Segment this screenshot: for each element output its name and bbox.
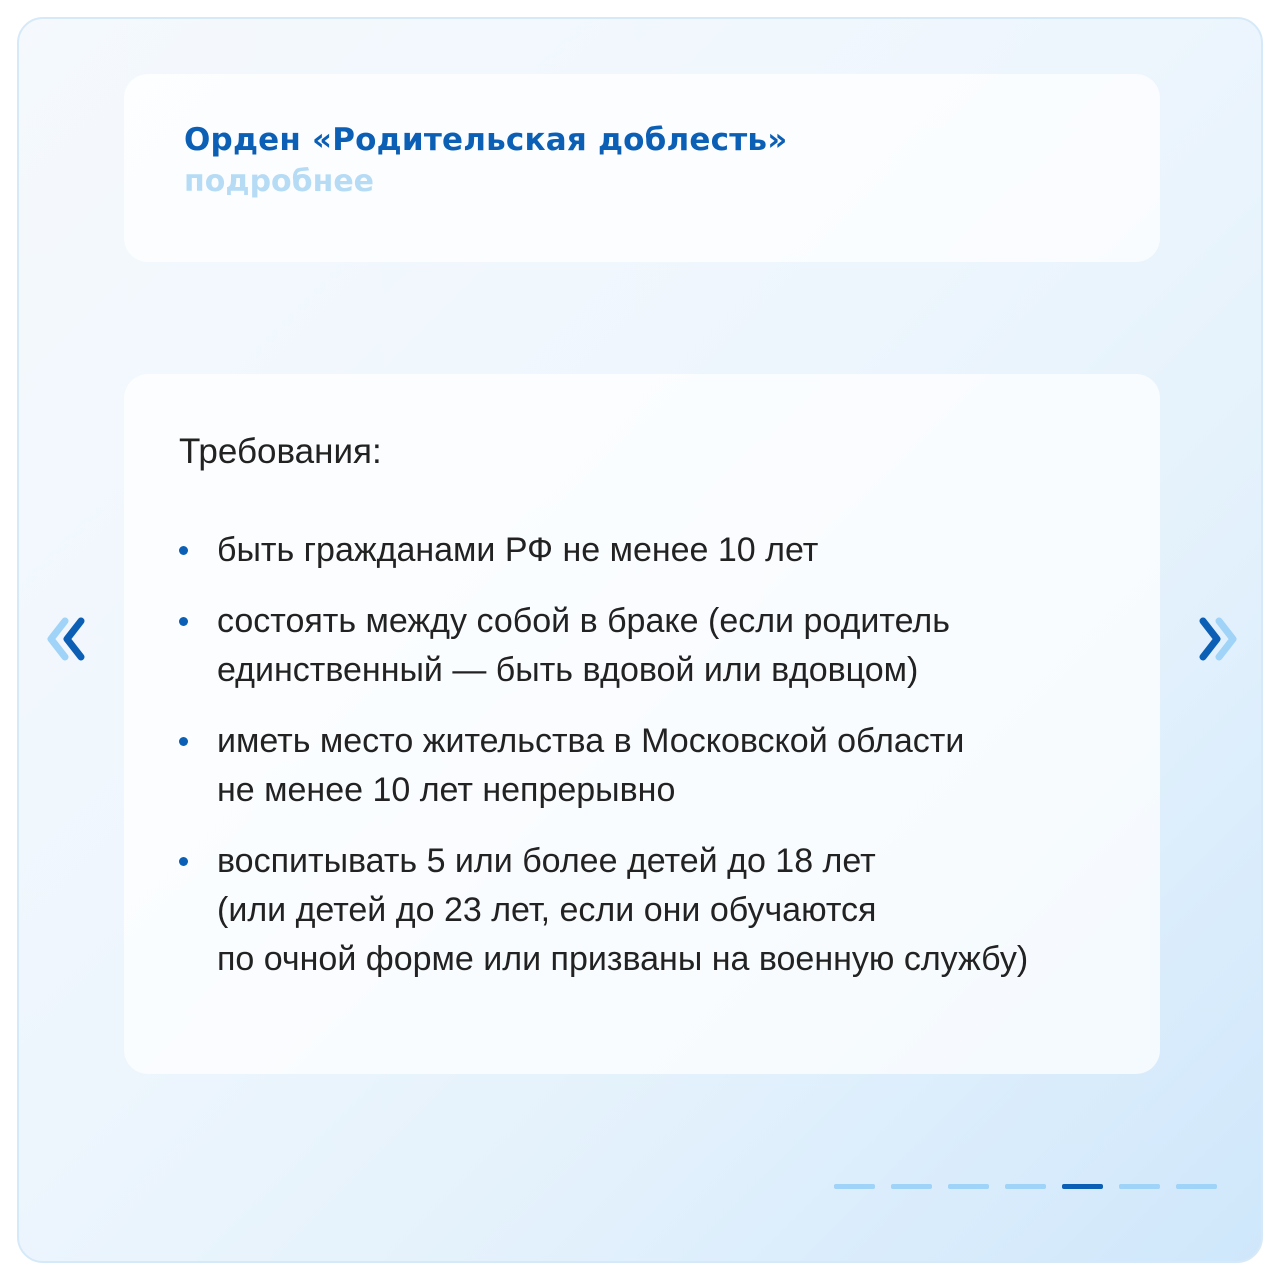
bullet-icon (179, 737, 188, 746)
header-card (124, 74, 1160, 262)
pager-dot-active[interactable] (1062, 1184, 1103, 1189)
requirements-card (124, 374, 1160, 1074)
next-slide-button[interactable] (1187, 609, 1247, 669)
slide-frame (17, 17, 1263, 1263)
pager-dot[interactable] (891, 1184, 932, 1189)
list-item-text: состоять между собой в браке (если родитель (217, 602, 950, 640)
list-item (179, 717, 1139, 815)
list-item-text: по очной форме или призваны на военную службу) (217, 940, 1029, 978)
list-item (179, 597, 1139, 695)
pager-dot[interactable] (948, 1184, 989, 1189)
requirements-heading: Требования: (179, 432, 382, 471)
pager-dot[interactable] (1005, 1184, 1046, 1189)
list-item (179, 526, 1139, 575)
bullet-icon (179, 617, 188, 626)
pager-dot[interactable] (1176, 1184, 1217, 1189)
double-chevron-right-icon (1187, 609, 1247, 669)
slide-pager (834, 1184, 1217, 1190)
prev-slide-button[interactable] (37, 609, 97, 669)
list-item-text: воспитывать 5 или более детей до 18 лет (217, 842, 876, 880)
bullet-icon (179, 546, 188, 555)
list-item-text: иметь место жительства в Московской области (217, 722, 965, 760)
list-item-text: не менее 10 лет непрерывно (217, 771, 676, 809)
bullet-icon (179, 857, 188, 866)
list-item-text: (или детей до 23 лет, если они обучаются (217, 891, 877, 929)
list-item-text: единственный — быть вдовой или вдовцом) (217, 651, 919, 689)
requirements-list (179, 526, 1139, 1006)
pager-dot[interactable] (834, 1184, 875, 1189)
list-item-text: быть гражданами РФ не менее 10 лет (217, 531, 819, 569)
double-chevron-left-icon (37, 609, 97, 669)
list-item (179, 837, 1139, 984)
page-title: Орден «Родительская доблесть» (184, 122, 788, 158)
pager-dot[interactable] (1119, 1184, 1160, 1189)
page-subtitle: подробнее (184, 164, 375, 199)
